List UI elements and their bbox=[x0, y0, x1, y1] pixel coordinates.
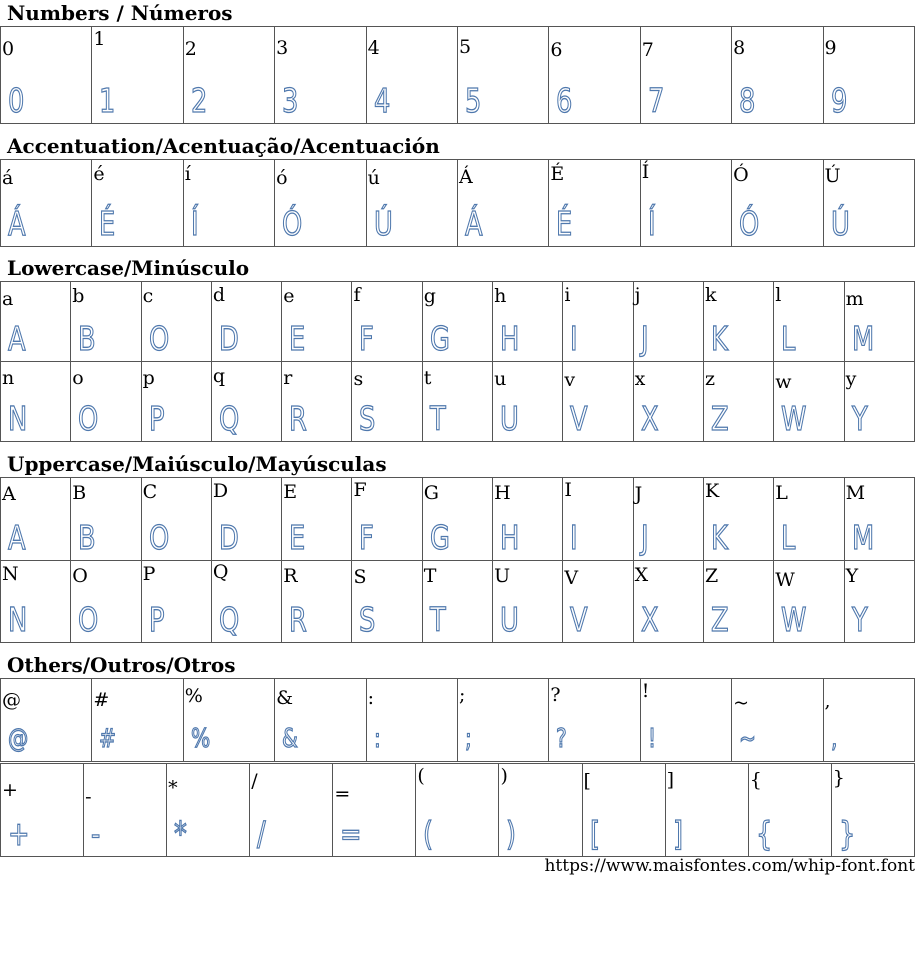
glyph-row bbox=[1, 282, 915, 362]
glyph-label: d bbox=[212, 284, 226, 306]
glyph-label: p bbox=[142, 367, 155, 389]
glyph-cell bbox=[366, 160, 457, 247]
glyph-sample: I bbox=[570, 518, 578, 557]
glyph-sample: 4 bbox=[373, 81, 390, 120]
glyph-cell bbox=[211, 478, 281, 561]
glyph-sample: K bbox=[710, 319, 728, 358]
glyph-cell bbox=[703, 362, 773, 442]
glyph-sample: ] bbox=[672, 814, 683, 853]
glyph-cell bbox=[352, 478, 422, 561]
glyph-cell bbox=[282, 362, 352, 442]
glyph-cell bbox=[774, 561, 844, 643]
glyph-sample: [ bbox=[589, 814, 600, 853]
glyph-cell bbox=[275, 679, 366, 762]
glyph-cell bbox=[250, 764, 333, 857]
glyph-cell bbox=[665, 764, 748, 857]
glyph-cell bbox=[352, 362, 422, 442]
lowercase-grid bbox=[0, 281, 915, 442]
glyph-sample: G bbox=[429, 518, 450, 557]
glyph-sample: 2 bbox=[190, 81, 208, 120]
glyph-cell bbox=[211, 282, 281, 362]
glyph-label: C bbox=[142, 481, 158, 503]
glyph-label: 7 bbox=[641, 39, 654, 61]
glyph-label: = bbox=[334, 783, 351, 805]
glyph-label: ; bbox=[458, 684, 466, 706]
glyph-sample: U bbox=[500, 600, 519, 639]
glyph-cell bbox=[493, 478, 563, 561]
glyph-sample: N bbox=[8, 399, 28, 438]
glyph-cell bbox=[141, 362, 211, 442]
glyph-cell bbox=[416, 764, 499, 857]
glyph-cell bbox=[844, 282, 914, 362]
glyph-cell bbox=[183, 27, 274, 124]
glyph-cell bbox=[352, 561, 422, 643]
glyph-sample: ) bbox=[506, 814, 517, 853]
glyph-sample: 5 bbox=[464, 81, 482, 120]
glyph-label: z bbox=[704, 368, 715, 390]
glyph-cell bbox=[640, 679, 731, 762]
section-title-numbers: Numbers / Números bbox=[7, 1, 233, 25]
glyph-sample: # bbox=[99, 724, 117, 754]
glyph-sample: O bbox=[148, 319, 169, 358]
glyph-sample: - bbox=[91, 814, 101, 853]
glyph-label: ? bbox=[550, 684, 561, 706]
glyph-sample: R bbox=[289, 600, 308, 639]
glyph-cell bbox=[282, 282, 352, 362]
glyph-cell bbox=[844, 362, 914, 442]
others-grid-row1 bbox=[0, 678, 915, 762]
glyph-sample: Y bbox=[851, 600, 868, 639]
glyph-label: I bbox=[564, 479, 572, 501]
numbers-grid bbox=[0, 26, 915, 124]
glyph-label: # bbox=[93, 689, 110, 711]
glyph-label: q bbox=[212, 365, 226, 387]
glyph-label: ) bbox=[500, 765, 508, 787]
glyph-cell bbox=[84, 764, 167, 857]
glyph-cell bbox=[457, 27, 548, 124]
glyph-sample: V bbox=[570, 399, 588, 438]
glyph-cell bbox=[582, 764, 665, 857]
glyph-cell bbox=[457, 679, 548, 762]
glyph-sample: K bbox=[710, 518, 728, 557]
glyph-label: n bbox=[2, 367, 15, 389]
glyph-label: Q bbox=[212, 561, 229, 583]
glyph-sample: É bbox=[99, 204, 116, 243]
glyph-label: R bbox=[283, 565, 298, 587]
glyph-sample: } bbox=[838, 814, 856, 853]
glyph-label: m bbox=[845, 288, 864, 310]
glyph-sample: T bbox=[429, 600, 446, 639]
glyph-cell bbox=[457, 160, 548, 247]
glyph-label: Ú bbox=[824, 165, 841, 187]
glyph-label: 3 bbox=[276, 37, 289, 59]
glyph-label: X bbox=[634, 564, 649, 586]
glyph-sample: 3 bbox=[282, 81, 299, 120]
glyph-label: - bbox=[85, 786, 92, 808]
glyph-sample: O bbox=[78, 600, 99, 639]
glyph-cell bbox=[1, 679, 92, 762]
glyph-sample: % bbox=[190, 724, 211, 754]
glyph-label: ( bbox=[417, 765, 425, 787]
glyph-cell bbox=[774, 362, 844, 442]
glyph-sample: E bbox=[289, 518, 306, 557]
glyph-cell bbox=[748, 764, 831, 857]
glyph-sample: H bbox=[500, 518, 520, 557]
glyph-cell bbox=[141, 561, 211, 643]
glyph-label: W bbox=[775, 569, 795, 591]
glyph-cell bbox=[823, 679, 914, 762]
glyph-sample: Ó bbox=[282, 204, 303, 243]
glyph-label: y bbox=[845, 368, 857, 390]
glyph-cell bbox=[499, 764, 582, 857]
glyph-cell bbox=[549, 27, 640, 124]
glyph-label: H bbox=[494, 482, 511, 504]
glyph-label: 6 bbox=[550, 39, 563, 61]
glyph-label: } bbox=[832, 767, 845, 789]
glyph-sample: ~ bbox=[739, 724, 757, 754]
glyph-label: U bbox=[494, 565, 511, 587]
glyph-cell bbox=[549, 679, 640, 762]
glyph-sample: M bbox=[851, 319, 874, 358]
glyph-sample: A bbox=[8, 319, 26, 358]
glyph-sample: B bbox=[78, 518, 96, 557]
glyph-label: ú bbox=[367, 167, 380, 189]
glyph-sample: W bbox=[781, 399, 807, 438]
glyph-cell bbox=[275, 27, 366, 124]
glyph-label: u bbox=[494, 368, 507, 390]
glyph-row bbox=[1, 362, 915, 442]
glyph-cell bbox=[366, 679, 457, 762]
glyph-sample: D bbox=[218, 518, 239, 557]
glyph-sample: : bbox=[373, 724, 381, 754]
glyph-sample: , bbox=[830, 724, 837, 754]
glyph-sample: ; bbox=[464, 724, 472, 754]
glyph-cell bbox=[1, 362, 71, 442]
glyph-label: r bbox=[283, 367, 293, 389]
glyph-sample: 9 bbox=[830, 81, 847, 120]
glyph-sample: N bbox=[8, 600, 28, 639]
source-url[interactable]: https://www.maisfontes.com/whip-font.font bbox=[544, 856, 915, 876]
glyph-cell bbox=[71, 478, 141, 561]
glyph-sample: Z bbox=[710, 399, 729, 438]
glyph-label: e bbox=[283, 285, 295, 307]
glyph-label: * bbox=[168, 777, 178, 799]
accents-grid bbox=[0, 159, 915, 247]
glyph-sample: Z bbox=[710, 600, 729, 639]
glyph-cell bbox=[703, 282, 773, 362]
glyph-sample: 6 bbox=[556, 81, 573, 120]
glyph-label: i bbox=[564, 284, 571, 306]
glyph-sample: Í bbox=[190, 204, 199, 243]
glyph-sample: P bbox=[148, 600, 165, 639]
glyph-cell bbox=[366, 27, 457, 124]
glyph-sample: = bbox=[340, 814, 362, 853]
glyph-cell bbox=[493, 561, 563, 643]
glyph-cell bbox=[774, 282, 844, 362]
glyph-sample: F bbox=[359, 319, 375, 358]
glyph-cell bbox=[211, 362, 281, 442]
glyph-row bbox=[1, 160, 915, 247]
glyph-cell bbox=[823, 160, 914, 247]
glyph-cell bbox=[1, 478, 71, 561]
others-grid-row2 bbox=[0, 763, 915, 857]
glyph-cell bbox=[211, 561, 281, 643]
glyph-cell bbox=[703, 478, 773, 561]
glyph-cell bbox=[703, 561, 773, 643]
glyph-cell bbox=[1, 764, 84, 857]
glyph-label: é bbox=[93, 163, 105, 185]
glyph-label: b bbox=[72, 285, 85, 307]
glyph-sample: G bbox=[429, 319, 450, 358]
glyph-row bbox=[1, 478, 915, 561]
glyph-label: s bbox=[353, 368, 364, 390]
glyph-label: E bbox=[283, 481, 298, 503]
glyph-label: 1 bbox=[93, 28, 106, 50]
glyph-cell bbox=[141, 282, 211, 362]
glyph-cell bbox=[633, 282, 703, 362]
glyph-label: J bbox=[634, 483, 643, 505]
glyph-label: Ó bbox=[733, 164, 749, 186]
glyph-label: x bbox=[634, 368, 646, 390]
glyph-label: V bbox=[564, 567, 579, 589]
glyph-label: o bbox=[72, 367, 84, 389]
glyph-cell bbox=[563, 282, 633, 362]
glyph-label: K bbox=[704, 480, 720, 502]
glyph-label: g bbox=[423, 285, 436, 307]
glyph-label: l bbox=[775, 284, 782, 306]
glyph-sample: S bbox=[359, 600, 376, 639]
glyph-sample: V bbox=[570, 600, 588, 639]
glyph-sample: E bbox=[289, 319, 306, 358]
glyph-sample: Í bbox=[647, 204, 656, 243]
glyph-cell bbox=[92, 160, 183, 247]
glyph-sample: Ó bbox=[739, 204, 760, 243]
glyph-sample: 0 bbox=[8, 81, 25, 120]
glyph-label: O bbox=[72, 565, 88, 587]
glyph-cell bbox=[563, 561, 633, 643]
glyph-row bbox=[1, 679, 915, 762]
glyph-label: ! bbox=[641, 680, 650, 702]
glyph-sample: D bbox=[218, 319, 239, 358]
glyph-cell bbox=[167, 764, 250, 857]
glyph-sample: I bbox=[570, 319, 578, 358]
glyph-cell bbox=[422, 362, 492, 442]
glyph-label: F bbox=[353, 479, 367, 501]
glyph-sample: Ú bbox=[373, 204, 393, 243]
glyph-row bbox=[1, 561, 915, 643]
glyph-cell bbox=[823, 27, 914, 124]
glyph-cell bbox=[141, 478, 211, 561]
section-title-others: Others/Outros/Otros bbox=[7, 653, 236, 677]
glyph-sample: { bbox=[755, 814, 773, 853]
glyph-sample: P bbox=[148, 399, 165, 438]
glyph-sample: @ bbox=[8, 724, 29, 754]
glyph-sample: H bbox=[500, 319, 520, 358]
glyph-sample: Ú bbox=[830, 204, 850, 243]
glyph-sample: Y bbox=[851, 399, 868, 438]
glyph-sample: É bbox=[556, 204, 573, 243]
glyph-label: T bbox=[423, 565, 437, 587]
glyph-label: : bbox=[367, 687, 374, 709]
glyph-label: Í bbox=[641, 161, 650, 183]
glyph-label: B bbox=[72, 482, 87, 504]
glyph-cell bbox=[352, 282, 422, 362]
glyph-cell bbox=[633, 561, 703, 643]
glyph-sample: O bbox=[78, 399, 99, 438]
glyph-sample: Q bbox=[218, 399, 240, 438]
glyph-cell bbox=[422, 561, 492, 643]
glyph-cell bbox=[333, 764, 416, 857]
glyph-label: % bbox=[184, 685, 203, 707]
glyph-label: 5 bbox=[458, 36, 472, 58]
glyph-cell bbox=[71, 561, 141, 643]
glyph-label: / bbox=[251, 770, 258, 792]
glyph-label: M bbox=[845, 482, 866, 504]
glyph-label: í bbox=[184, 163, 191, 185]
glyph-sample: X bbox=[640, 600, 659, 639]
glyph-label: Y bbox=[845, 565, 859, 587]
glyph-label: ~ bbox=[733, 692, 750, 714]
glyph-sample: R bbox=[289, 399, 308, 438]
glyph-cell bbox=[831, 764, 914, 857]
glyph-sample: F bbox=[359, 518, 375, 557]
glyph-sample: X bbox=[640, 399, 659, 438]
glyph-label: Z bbox=[704, 565, 719, 587]
glyph-label: ] bbox=[666, 769, 675, 791]
glyph-label: a bbox=[2, 288, 14, 310]
glyph-sample: 8 bbox=[739, 81, 756, 120]
glyph-cell bbox=[183, 679, 274, 762]
glyph-label: Á bbox=[458, 166, 473, 188]
glyph-cell bbox=[732, 160, 823, 247]
glyph-sample: * bbox=[174, 814, 188, 853]
glyph-label: t bbox=[423, 367, 432, 389]
glyph-label: S bbox=[353, 566, 367, 588]
glyph-row bbox=[1, 27, 915, 124]
glyph-sample: + bbox=[8, 814, 30, 853]
section-title-uppercase: Uppercase/Maiúsculo/Mayúsculas bbox=[7, 452, 387, 476]
glyph-label: { bbox=[749, 769, 762, 791]
glyph-cell bbox=[1, 27, 92, 124]
glyph-sample: B bbox=[78, 319, 96, 358]
glyph-sample: L bbox=[781, 518, 796, 557]
glyph-label: 0 bbox=[2, 38, 15, 60]
glyph-cell bbox=[844, 561, 914, 643]
glyph-label: @ bbox=[2, 689, 21, 711]
glyph-cell bbox=[1, 160, 92, 247]
glyph-label: , bbox=[824, 690, 831, 712]
glyph-label: 2 bbox=[184, 38, 197, 60]
glyph-cell bbox=[1, 561, 71, 643]
glyph-label: P bbox=[142, 563, 156, 585]
glyph-label: c bbox=[142, 285, 154, 307]
glyph-cell bbox=[640, 160, 731, 247]
glyph-cell bbox=[282, 561, 352, 643]
glyph-row bbox=[1, 764, 915, 857]
glyph-label: É bbox=[550, 163, 565, 185]
glyph-label: 4 bbox=[367, 37, 380, 59]
glyph-sample: A bbox=[8, 518, 26, 557]
glyph-cell bbox=[633, 362, 703, 442]
glyph-cell bbox=[633, 478, 703, 561]
glyph-sample: Á bbox=[8, 204, 26, 243]
glyph-cell bbox=[640, 27, 731, 124]
glyph-cell bbox=[563, 478, 633, 561]
glyph-label: h bbox=[494, 285, 507, 307]
section-title-lowercase: Lowercase/Minúsculo bbox=[7, 256, 250, 280]
glyph-cell bbox=[92, 679, 183, 762]
uppercase-grid bbox=[0, 477, 915, 643]
glyph-sample: ? bbox=[556, 724, 568, 754]
glyph-label: w bbox=[775, 371, 792, 393]
glyph-cell bbox=[493, 282, 563, 362]
glyph-label: 9 bbox=[824, 37, 837, 59]
glyph-label: D bbox=[212, 480, 229, 502]
glyph-sample: W bbox=[781, 600, 807, 639]
glyph-cell bbox=[71, 282, 141, 362]
glyph-cell bbox=[774, 478, 844, 561]
glyph-cell bbox=[563, 362, 633, 442]
glyph-label: A bbox=[2, 483, 16, 505]
glyph-label: L bbox=[775, 482, 788, 504]
glyph-cell bbox=[92, 27, 183, 124]
glyph-cell bbox=[282, 478, 352, 561]
glyph-sample: ! bbox=[647, 724, 656, 754]
glyph-label: + bbox=[2, 779, 18, 801]
glyph-cell bbox=[732, 27, 823, 124]
glyph-sample: Q bbox=[218, 600, 240, 639]
glyph-sample: 1 bbox=[99, 81, 116, 120]
glyph-label: ó bbox=[276, 167, 288, 189]
glyph-sample: J bbox=[640, 319, 649, 358]
glyph-label: & bbox=[276, 687, 294, 709]
glyph-sample: ( bbox=[423, 814, 434, 853]
glyph-sample: 7 bbox=[647, 81, 665, 120]
glyph-sample: T bbox=[429, 399, 446, 438]
glyph-label: k bbox=[704, 284, 717, 306]
glyph-sample: & bbox=[282, 724, 298, 754]
glyph-cell bbox=[549, 160, 640, 247]
glyph-label: á bbox=[2, 167, 14, 189]
glyph-sample: J bbox=[640, 518, 649, 557]
glyph-cell bbox=[422, 282, 492, 362]
glyph-cell bbox=[275, 160, 366, 247]
glyph-label: N bbox=[2, 563, 19, 585]
glyph-cell bbox=[183, 160, 274, 247]
glyph-sample: S bbox=[359, 399, 376, 438]
glyph-cell bbox=[422, 478, 492, 561]
glyph-sample: U bbox=[500, 399, 519, 438]
glyph-label: 8 bbox=[733, 37, 746, 59]
glyph-cell bbox=[71, 362, 141, 442]
glyph-label: [ bbox=[583, 770, 591, 792]
glyph-label: f bbox=[353, 284, 361, 306]
glyph-sample: M bbox=[851, 518, 874, 557]
glyph-sample: Á bbox=[464, 204, 483, 243]
glyph-cell bbox=[844, 478, 914, 561]
section-title-accents: Accentuation/Acentuação/Acentuación bbox=[7, 134, 440, 158]
glyph-sample: / bbox=[257, 814, 266, 853]
glyph-sample: O bbox=[148, 518, 169, 557]
glyph-cell bbox=[732, 679, 823, 762]
glyph-label: G bbox=[423, 482, 439, 504]
glyph-label: v bbox=[564, 369, 576, 391]
glyph-cell bbox=[1, 282, 71, 362]
glyph-sample: L bbox=[781, 319, 796, 358]
glyph-cell bbox=[493, 362, 563, 442]
glyph-label: j bbox=[634, 284, 641, 306]
